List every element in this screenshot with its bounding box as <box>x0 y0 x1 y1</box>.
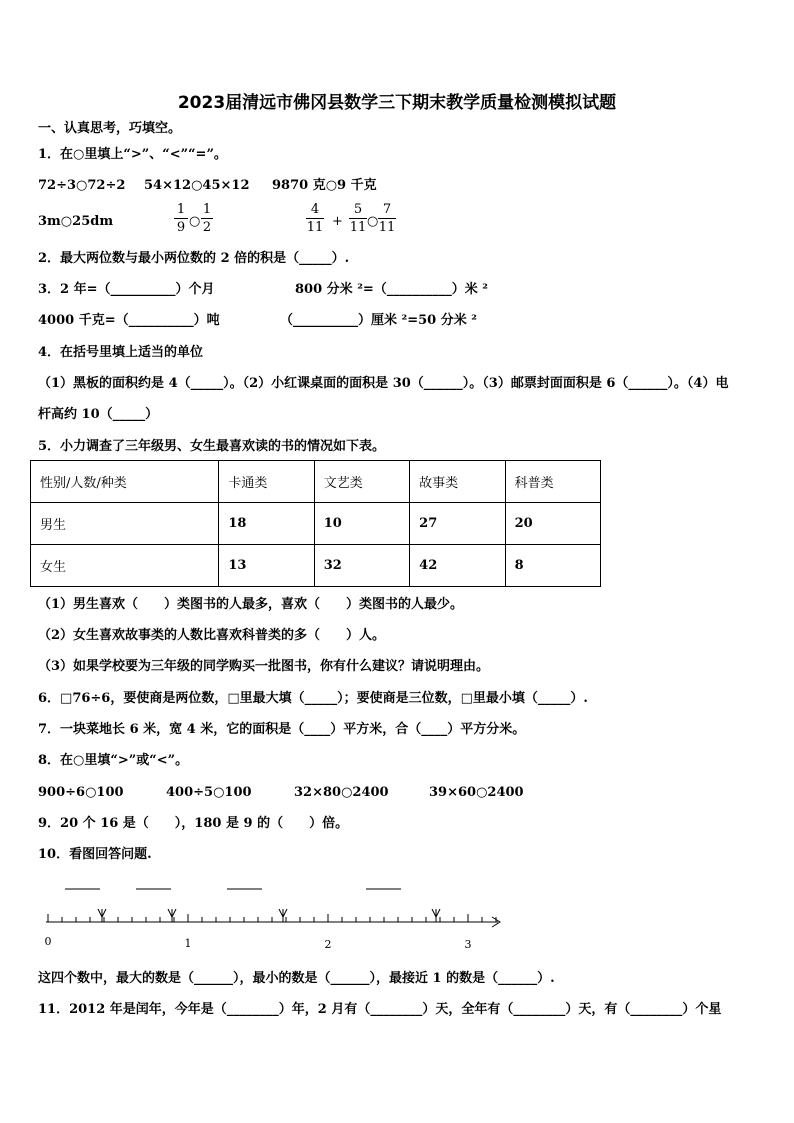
header-cell: 卡通类 <box>219 461 314 503</box>
question-9: 9．20 个 16 是（ ），180 是 9 的（ ）倍。 <box>38 816 349 831</box>
fraction-seven-elevenths: 7 11 <box>378 202 396 235</box>
table-cell: 8 <box>505 545 600 587</box>
table-cell: 10 <box>314 503 409 545</box>
q1-item-3: 9870 克○9 千克 <box>272 178 377 193</box>
question-5-sub-1: （1）男生喜欢（ ）类图书的人最多，喜欢（ ）类图书的人最少。 <box>38 597 464 612</box>
header-cell: 故事类 <box>410 461 505 503</box>
point-markers <box>98 909 440 922</box>
question-10-prompt: 10．看图回答问题. <box>38 847 152 862</box>
question-5-sub-3: （3）如果学校要为三年级的同学购买一批图书，你有什么建议？请说明理由。 <box>38 659 490 674</box>
tick-label-1: 1 <box>184 937 192 950</box>
survey-table <box>30 460 601 587</box>
q8-item-4: 39×60○2400 <box>429 785 524 800</box>
question-3a: 3．2 年=（__________）个月 <box>38 282 215 297</box>
compare-circle: ○ <box>189 214 201 229</box>
table-cell: 20 <box>505 503 600 545</box>
question-4-prompt: 4．在括号里填上适当的单位 <box>38 345 204 360</box>
section-heading: 一、认真思考，巧填空。 <box>38 121 182 136</box>
table-cell: 13 <box>219 545 314 587</box>
tick-label-3: 3 <box>464 938 472 951</box>
table-cell: 27 <box>410 503 505 545</box>
question-8-prompt: 8．在○里填“>”或“<”。 <box>38 753 189 768</box>
question-5-prompt: 5．小力调查了三年级男、女生最喜欢读的书的情况如下表。 <box>38 439 386 454</box>
tick-label-0: 0 <box>44 935 52 948</box>
question-4-line-2: 杆高约 10（_____） <box>38 407 159 422</box>
table-header-row <box>31 461 601 503</box>
question-3c: 4000 千克=（__________）吨 <box>38 313 220 328</box>
table-cell: 女生 <box>31 545 219 587</box>
table-cell: 男生 <box>31 503 219 545</box>
table-row <box>31 503 601 545</box>
header-cell: 科普类 <box>505 461 600 503</box>
question-2: 2．最大两位数与最小两位数的 2 倍的积是（_____）. <box>38 251 350 266</box>
q1-item-4: 3m○25dm <box>38 214 114 229</box>
question-7: 7．一块菜地长 6 米，宽 4 米，它的面积是（____）平方米，合（____）平方分米。 <box>38 722 526 737</box>
q1-item-1: 72÷3○72÷2 <box>38 178 126 193</box>
question-3b: 800 分米 ²=（__________）米 ² <box>295 282 488 297</box>
question-10-answer: 这四个数中，最大的数是（______），最小的数是（______），最接近 1 的数是（______）. <box>38 971 555 986</box>
q8-item-1: 900÷6○100 <box>38 785 124 800</box>
table-cell: 32 <box>314 545 409 587</box>
question-6: 6．□76÷6，要使商是两位数，□里最大填（_____）；要使商是三位数，□里最小填（_____）. <box>38 691 588 706</box>
tick-label-2: 2 <box>324 938 332 951</box>
question-1-prompt: 1．在○里填上“>”、“<”“=”。 <box>38 147 227 162</box>
plus-sign: + <box>332 214 343 229</box>
question-5-sub-2: （2）女生喜欢故事类的人数比喜欢科普类的多（ ）人。 <box>38 628 386 643</box>
header-cell: 性别/人数/种类 <box>31 461 219 503</box>
header-cell: 文艺类 <box>314 461 409 503</box>
fraction-one-ninth: 1 9 <box>174 202 188 235</box>
number-line <box>40 872 510 952</box>
number-line-labels <box>45 935 472 951</box>
table-row <box>31 545 601 587</box>
fraction-four-elevenths: 4 11 <box>306 202 324 235</box>
number-line-ticks <box>48 914 496 922</box>
page-title: 2023届清远市佛冈县数学三下期末教学质量检测模拟试题 <box>177 93 617 113</box>
compare-circle: ○ <box>367 214 379 229</box>
question-3d: （__________）厘米 ²=50 分米 ² <box>280 313 477 328</box>
table-cell: 18 <box>219 503 314 545</box>
table-cell: 42 <box>410 545 505 587</box>
question-11: 11．2012 年是闰年，今年是（________）年，2 月有（________）天，全年有（________）天，有（________）个星 <box>38 1002 722 1017</box>
fraction-one-half: 1 2 <box>202 202 212 235</box>
question-4-line-1: （1）黑板的面积约是 4（_____）。（2）小红课桌面的面积是 30（______）。（3）邮票封面面积是 6（______）。（4）电 <box>38 376 729 391</box>
q1-item-2: 54×12○45×12 <box>144 178 250 193</box>
q8-item-2: 400÷5○100 <box>166 785 252 800</box>
fraction-five-elevenths: 5 11 <box>349 202 367 235</box>
q8-item-3: 32×80○2400 <box>294 785 389 800</box>
